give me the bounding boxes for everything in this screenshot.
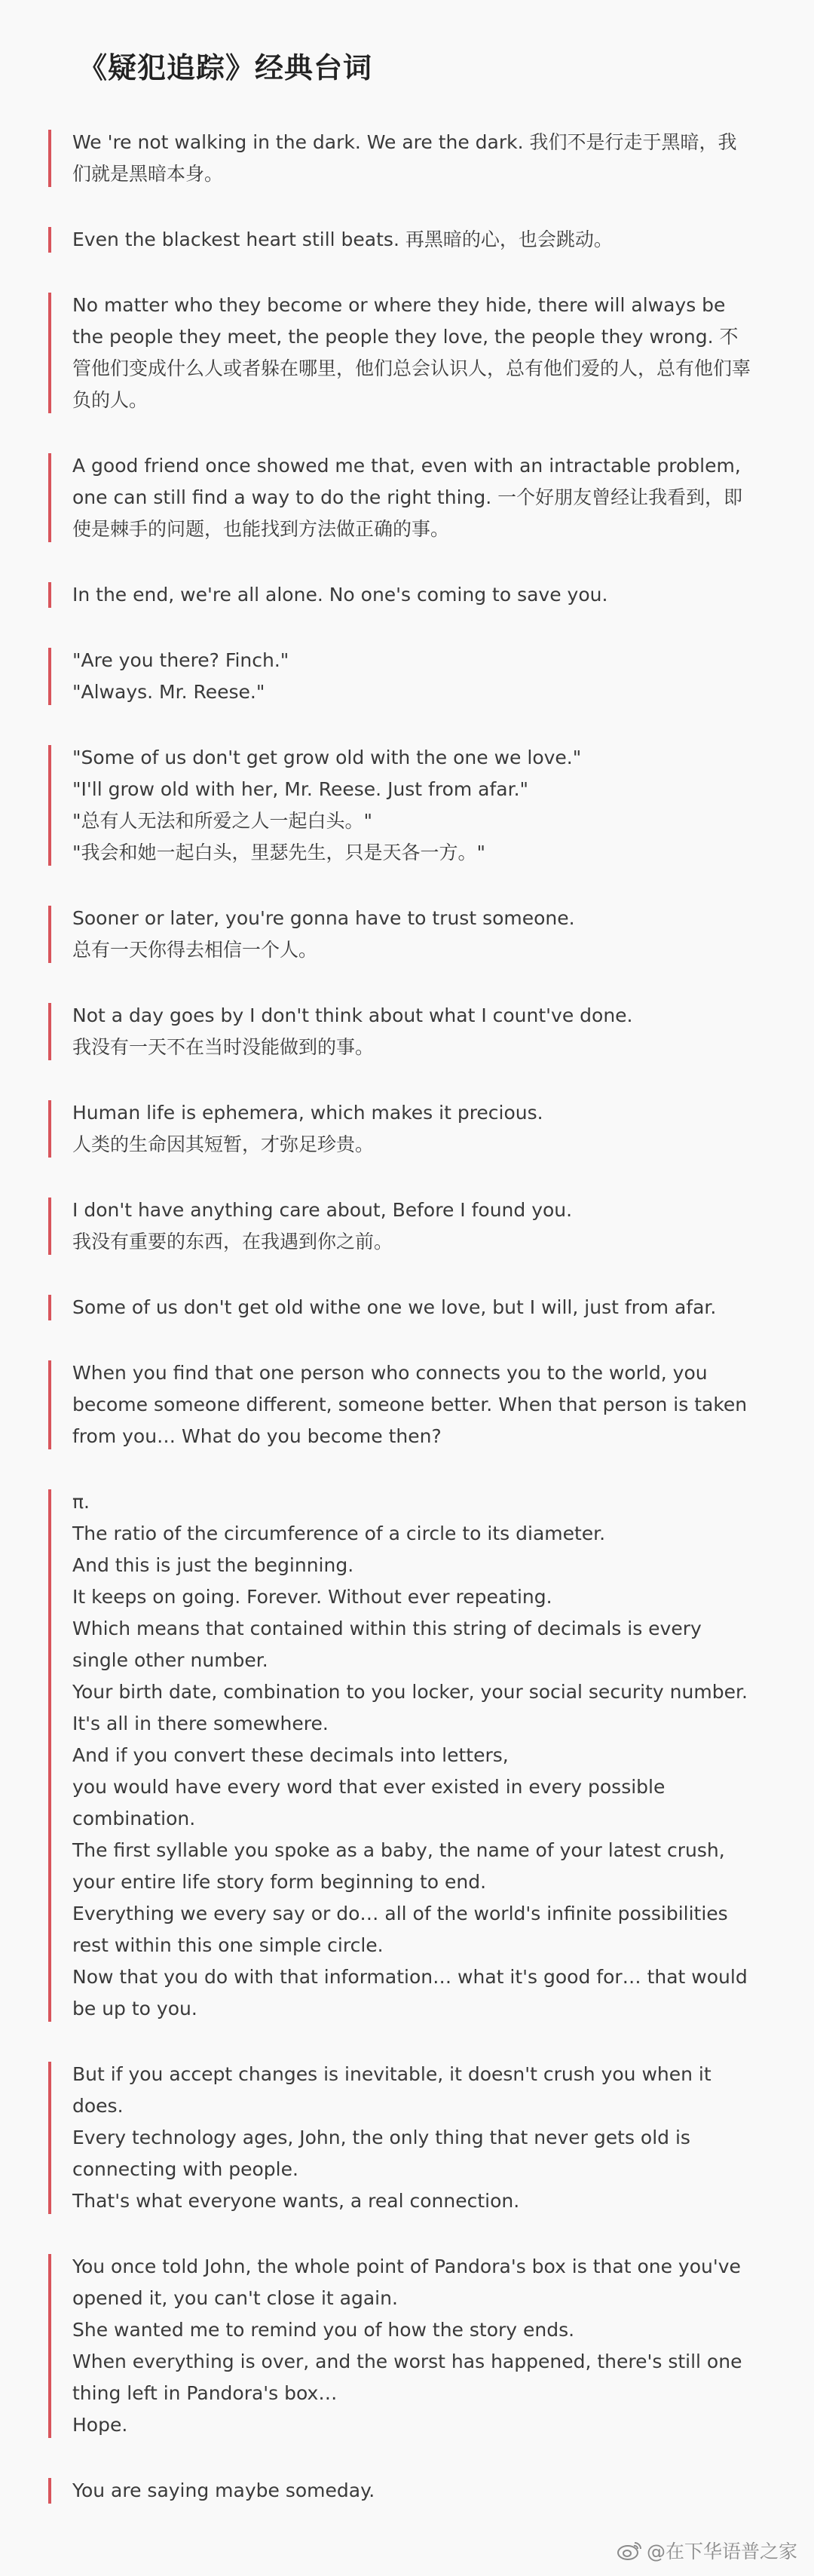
quote-line: Not a day goes by I don't think about what I count've done. (72, 1004, 633, 1026)
quote-line: Every technology ages, John, the only thing that never gets old is connecting with people. (72, 2127, 690, 2180)
quote-line: I don't have anything care about, Before I found you. (72, 1199, 573, 1221)
quote-line: 我没有重要的东西，在我遇到你之前。 (72, 1231, 393, 1253)
quote-block (48, 1486, 752, 2025)
quote-line: It keeps on going. Forever. Without ever repeating. (72, 1586, 552, 1608)
quote-block (48, 1097, 752, 1161)
quote-block (48, 903, 752, 966)
quote-line: The first syllable you spoke as a baby, the name of your latest crush, (72, 1839, 725, 1861)
quote-line: Now that you do with that information… what it's good for… that would be up to you. (72, 1966, 748, 2019)
quote-block (48, 645, 752, 708)
quote-line: Even the blackest heart still beats. 再黑暗的心，也会跳动。 (72, 228, 613, 250)
quote-block (48, 579, 752, 611)
quote-line: We 're not walking in the dark. We are the dark. 我们不是行走于黑暗，我们就是黑暗本身。 (72, 131, 737, 185)
quote-line: The ratio of the circumference of a circle to its diameter. (72, 1523, 606, 1544)
quote-line: Your birth date, combination to you locker, your social security number. (72, 1681, 748, 1703)
quote-line: That's what everyone wants, a real connection. (72, 2190, 520, 2212)
weibo-icon (617, 2540, 642, 2561)
watermark-text: @在下华语普之家 (646, 2541, 797, 2562)
quote-line: A good friend once showed me that, even with an intractable problem, one can still find a way to do the right thing. 一个好朋友曾经让我看到，即使是棘手的问题，也能找到方法做正确的事。 (72, 455, 743, 540)
quote-line: "Some of us don't get grow old with the one we love." (72, 747, 582, 768)
quote-line: Some of us don't get old withe one we love, but I will, just from afar. (72, 1296, 717, 1318)
quote-block (48, 450, 752, 545)
quote-line: When you find that one person who connects you to the world, you become someone different, someone better. When that person is taken from you… What do you become then? (72, 1362, 748, 1447)
quote-line: 我没有一天不在当时没能做到的事。 (72, 1036, 375, 1058)
quote-line: "我会和她一起白头，里瑟先生，只是天各一方。" (72, 842, 485, 863)
quote-block (48, 290, 752, 416)
quote-line: In the end, we're all alone. No one's coming to save you. (72, 584, 608, 606)
quote-line: 总有一天你得去相信一个人。 (72, 939, 318, 961)
quote-line: When everything is over, and the worst has happened, there's still one thing left in Pandora's box… (72, 2351, 742, 2404)
page-title: 《疑犯追踪》经典台词 (78, 51, 373, 84)
quote-line: π. (72, 1491, 90, 1513)
quote-line: It's all in there somewhere. (72, 1713, 329, 1734)
quote-block (48, 2251, 752, 2441)
quote-line: No matter who they become or where they hide, there will always be the people they meet, the people they love, the people they wrong. 不管他们变成什么人或者躲在哪里，他们总会认识人，总有他们爱的人，总有他们辜负的人。 (72, 294, 751, 411)
quote-line: Which means that contained within this string of decimals is every single other number. (72, 1618, 702, 1671)
quote-line: But if you accept changes is inevitable, it doesn't crush you when it does. (72, 2063, 711, 2117)
quote-block (48, 1000, 752, 1063)
quote-line: She wanted me to remind you of how the story ends. (72, 2319, 575, 2341)
quote-line: "Always. Mr. Reese." (72, 681, 265, 703)
quote-line: "Are you there? Finch." (72, 649, 289, 671)
quote-block (48, 1292, 752, 1323)
quote-line: And this is just the beginning. (72, 1554, 354, 1576)
quote-block (48, 742, 752, 869)
quote-line: you would have every word that ever existed in every possible combination. (72, 1776, 666, 1829)
quote-line: Sooner or later, you're gonna have to trust someone. (72, 907, 575, 929)
quote-line: Human life is ephemera, which makes it precious. (72, 1102, 543, 1124)
quote-block (48, 2475, 752, 2507)
quote-line: You are saying maybe someday. (72, 2479, 375, 2501)
quote-line: Everything we every say or do… all of the world's infinite possibilities rest within this one simple circle. (72, 1903, 728, 1956)
quote-line: Hope. (72, 2414, 128, 2436)
quote-line: "总有人无法和所爱之人一起白头。" (72, 810, 372, 832)
quote-block (48, 2059, 752, 2217)
quote-block (48, 1357, 752, 1452)
quote-line: You once told John, the whole point of Pandora's box is that one you've opened it, you can't close it again. (72, 2256, 741, 2309)
quote-block (48, 1194, 752, 1258)
quote-line: your entire life story form beginning to end. (72, 1871, 487, 1893)
quote-block (48, 224, 752, 256)
watermark (617, 2537, 797, 2564)
quote-line: "I'll grow old with her, Mr. Reese. Just from afar." (72, 778, 529, 800)
quote-line: 人类的生命因其短暂，才弥足珍贵。 (72, 1133, 375, 1155)
quote-line: And if you convert these decimals into letters, (72, 1744, 509, 1766)
quote-block (48, 127, 752, 190)
quote-list (0, 127, 814, 2507)
